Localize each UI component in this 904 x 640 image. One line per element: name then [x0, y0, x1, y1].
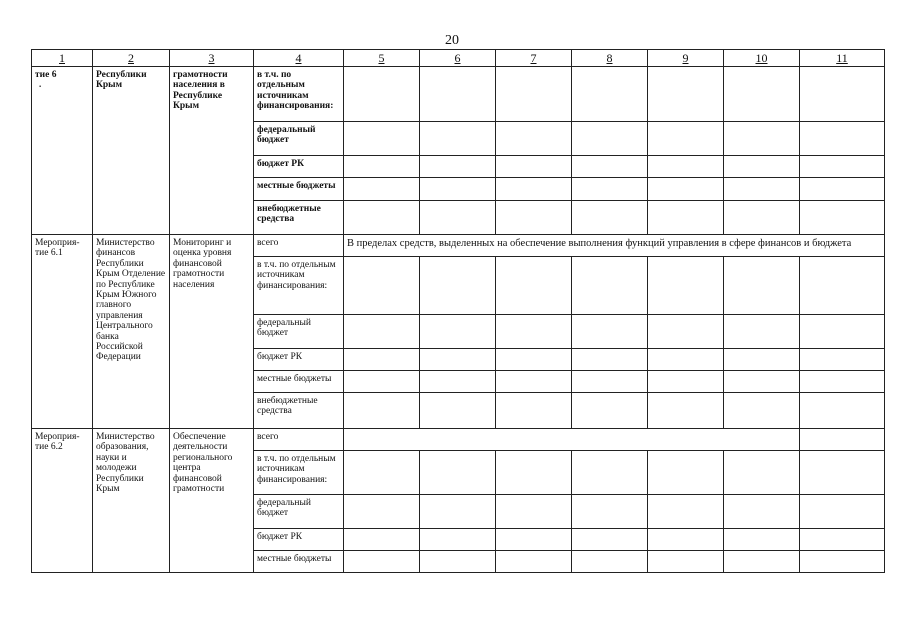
- value-cell: [344, 122, 420, 156]
- funding-source: внебюджетные средства: [254, 393, 344, 429]
- measure-name: Обеспечение деятельности регионального центра финансовой грамотности: [170, 429, 254, 573]
- value-cell: [344, 201, 420, 235]
- value-cell: [420, 257, 496, 315]
- value-cell: [800, 201, 885, 235]
- value-cell: [420, 529, 496, 551]
- value-cell: [420, 67, 496, 122]
- value-cell: [344, 349, 420, 371]
- value-cell: [344, 257, 420, 315]
- value-cell: [724, 122, 800, 156]
- column-number-row: [32, 50, 885, 67]
- value-cell: [648, 156, 724, 178]
- value-cell: [572, 315, 648, 349]
- value-cell: [496, 393, 572, 429]
- funding-source: в т.ч. по отдельным источникам финансирования:: [254, 67, 344, 122]
- value-cell: [648, 257, 724, 315]
- funding-source: бюджет РК: [254, 156, 344, 178]
- value-cell: [496, 495, 572, 529]
- value-cell: [496, 201, 572, 235]
- value-cell: [496, 178, 572, 201]
- measure-name: грамотности населения в Республике Крым: [170, 67, 254, 235]
- value-cell: [420, 551, 496, 573]
- value-cell: [420, 393, 496, 429]
- funding-source: бюджет РК: [254, 349, 344, 371]
- value-cell: [496, 156, 572, 178]
- value-cell: [724, 495, 800, 529]
- value-cell: [724, 156, 800, 178]
- value-cell: [344, 429, 800, 451]
- funding-source: местные бюджеты: [254, 371, 344, 393]
- value-cell: [344, 529, 420, 551]
- value-cell: [572, 178, 648, 201]
- value-cell: [420, 178, 496, 201]
- funding-source: всего: [254, 235, 344, 257]
- value-cell: [648, 67, 724, 122]
- column-header: 1: [32, 50, 93, 67]
- value-cell: [420, 349, 496, 371]
- funding-source: всего: [254, 429, 344, 451]
- program-table: [31, 49, 885, 573]
- column-header: 4: [254, 50, 344, 67]
- value-cell: [724, 315, 800, 349]
- value-cell: [496, 371, 572, 393]
- value-cell: [724, 393, 800, 429]
- value-cell: [648, 349, 724, 371]
- value-cell: [572, 393, 648, 429]
- value-cell: [724, 178, 800, 201]
- value-cell: [724, 451, 800, 495]
- funding-source: в т.ч. по отдельным источникам финансирования:: [254, 451, 344, 495]
- value-cell: [800, 495, 885, 529]
- value-cell: [800, 67, 885, 122]
- table-row: [32, 67, 885, 122]
- value-cell: [420, 156, 496, 178]
- value-cell: [496, 315, 572, 349]
- value-cell: [572, 122, 648, 156]
- value-cell: [420, 495, 496, 529]
- column-header: 10: [724, 50, 800, 67]
- value-cell: [724, 201, 800, 235]
- value-cell: [800, 371, 885, 393]
- value-cell: [344, 315, 420, 349]
- value-cell: [420, 371, 496, 393]
- funding-source: внебюджетные средства: [254, 201, 344, 235]
- value-cell: [648, 551, 724, 573]
- value-cell: [572, 495, 648, 529]
- value-cell: [724, 349, 800, 371]
- value-cell: [572, 156, 648, 178]
- value-cell: [648, 451, 724, 495]
- value-cell: [420, 315, 496, 349]
- column-header: 5: [344, 50, 420, 67]
- funding-source: местные бюджеты: [254, 178, 344, 201]
- responsible-executor: Министерство образования, науки и молодежи Республики Крым: [93, 429, 170, 573]
- column-header: 9: [648, 50, 724, 67]
- value-cell: [344, 393, 420, 429]
- value-cell: [800, 529, 885, 551]
- page-number: 20: [445, 33, 459, 48]
- value-cell: [420, 451, 496, 495]
- value-cell: [648, 178, 724, 201]
- value-cell: [572, 201, 648, 235]
- funding-source: федеральный бюджет: [254, 495, 344, 529]
- value-cell: [724, 551, 800, 573]
- value-cell: [800, 178, 885, 201]
- value-cell: [344, 495, 420, 529]
- funding-source: федеральный бюджет: [254, 122, 344, 156]
- value-cell: [572, 451, 648, 495]
- measure-name: Мониторинг и оценка уровня финансовой грамотности населения: [170, 235, 254, 429]
- value-cell: [724, 67, 800, 122]
- value-cell: [496, 67, 572, 122]
- value-cell: [800, 429, 885, 451]
- column-header: 7: [496, 50, 572, 67]
- value-cell: [496, 257, 572, 315]
- value-cell: [572, 349, 648, 371]
- funding-source: местные бюджеты: [254, 551, 344, 573]
- responsible-executor: Министерство финансов Республики Крым Отделение по Республике Крым Южного главного управления Центрального банка Российской Федерации: [93, 235, 170, 429]
- value-cell: [648, 529, 724, 551]
- value-cell: [724, 257, 800, 315]
- column-header: 2: [93, 50, 170, 67]
- value-cell: [648, 371, 724, 393]
- column-header: 11: [800, 50, 885, 67]
- value-cell: [344, 178, 420, 201]
- value-cell: [800, 315, 885, 349]
- value-cell: [800, 551, 885, 573]
- value-cell: [344, 156, 420, 178]
- value-cell: [800, 349, 885, 371]
- value-cell: [420, 201, 496, 235]
- column-header: 3: [170, 50, 254, 67]
- value-cell: [496, 551, 572, 573]
- value-cell: [420, 122, 496, 156]
- table-row: [32, 429, 885, 451]
- value-cell: [496, 529, 572, 551]
- value-cell: [800, 393, 885, 429]
- measure-id: Мероприя-тие 6.1: [32, 235, 93, 429]
- value-cell: [648, 393, 724, 429]
- funding-source: бюджет РК: [254, 529, 344, 551]
- value-cell: [648, 495, 724, 529]
- value-cell: [724, 529, 800, 551]
- value-cell: [800, 451, 885, 495]
- value-cell: [800, 257, 885, 315]
- value-cell: [572, 371, 648, 393]
- value-cell: [724, 371, 800, 393]
- value-cell: [572, 529, 648, 551]
- value-cell: [496, 122, 572, 156]
- stray-mark: .: [39, 79, 42, 90]
- measure-id: Мероприя-тие 6.2: [32, 429, 93, 573]
- value-cell: [344, 451, 420, 495]
- value-cell: [648, 201, 724, 235]
- merged-funding-note: В пределах средств, выделенных на обеспечение выполнения функций управления в сфере финансов и бюджета: [344, 235, 885, 257]
- value-cell: [800, 122, 885, 156]
- responsible-executor: Республики Крым: [93, 67, 170, 235]
- value-cell: [800, 156, 885, 178]
- value-cell: [648, 315, 724, 349]
- value-cell: [344, 551, 420, 573]
- funding-source: федеральный бюджет: [254, 315, 344, 349]
- value-cell: [572, 257, 648, 315]
- column-header: 8: [572, 50, 648, 67]
- value-cell: [496, 451, 572, 495]
- table-row: [32, 235, 885, 257]
- value-cell: [648, 122, 724, 156]
- measure-id: тие 6: [35, 70, 57, 80]
- funding-source: в т.ч. по отдельным источникам финансирования:: [254, 257, 344, 315]
- value-cell: [572, 551, 648, 573]
- measure-id-cell: [32, 67, 93, 235]
- value-cell: [572, 67, 648, 122]
- value-cell: [344, 371, 420, 393]
- column-header: 6: [420, 50, 496, 67]
- value-cell: [344, 67, 420, 122]
- value-cell: [496, 349, 572, 371]
